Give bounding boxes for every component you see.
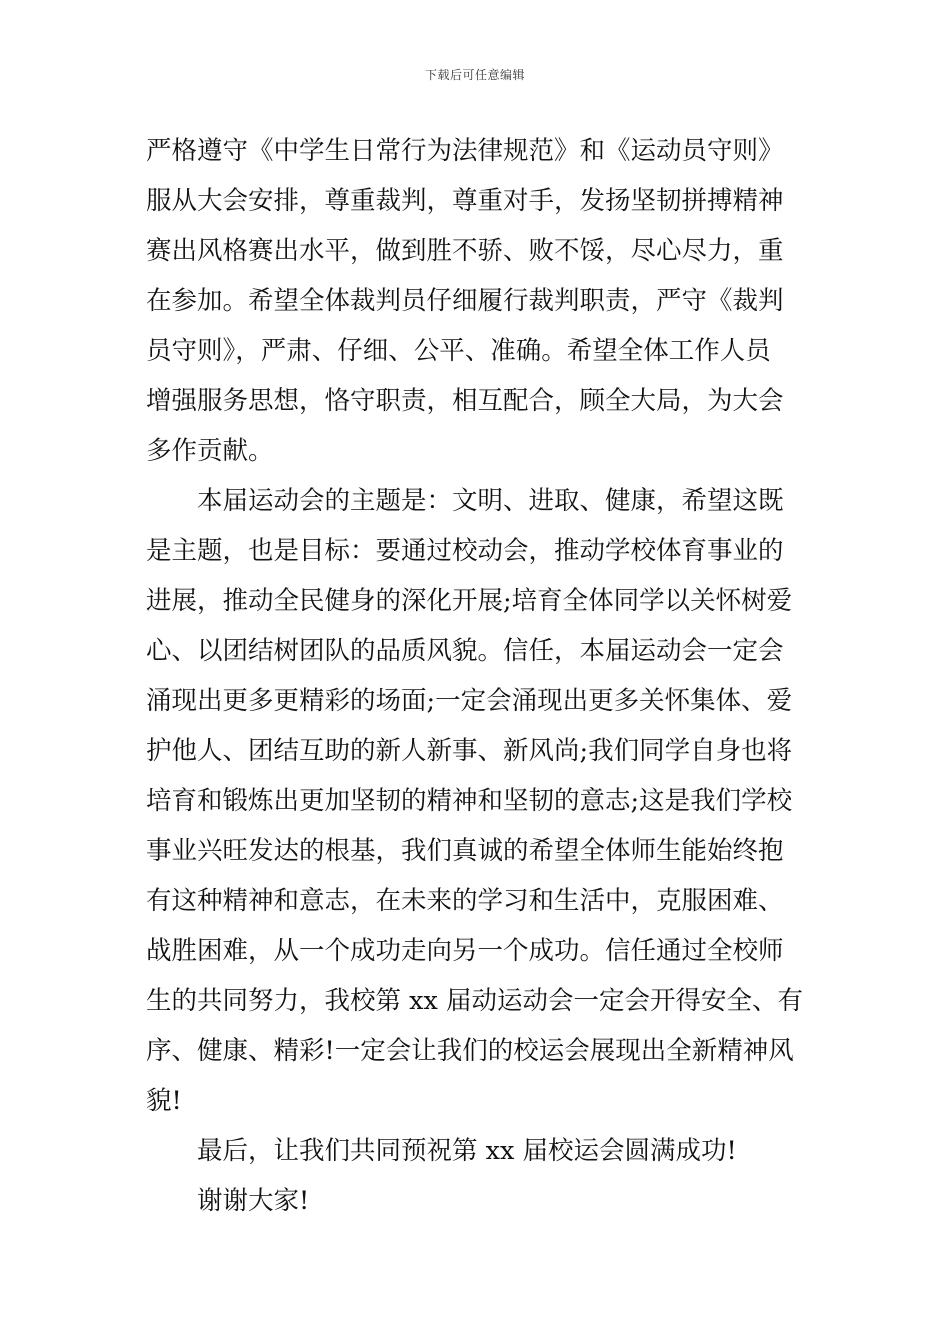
- text-line: 事业兴旺发达的根基，我们真诚的希望全体师生能始终抱: [146, 836, 784, 866]
- text-line: 生的共同努力，我校第 xx 届动运动会一定会开得安全、有: [146, 986, 803, 1016]
- text-line: 护他人、团结互助的新人新事、新风尚;我们同学自身也将: [146, 736, 793, 766]
- text-line: 员守则》，严肃、仔细、公平、准确。希望全体工作人员: [146, 336, 771, 366]
- text-line: 战胜困难，从一个成功走向另一个成功。信任通过全校师: [146, 936, 784, 966]
- document-body: [146, 126, 810, 1226]
- closing-line: 谢谢大家!: [197, 1186, 310, 1216]
- text-line: 培育和锻炼出更加坚韧的精神和坚韧的意志;这是我们学校: [146, 786, 793, 816]
- paragraph-start-line: 最后，让我们共同预祝第 xx 届校运会圆满成功!: [197, 1136, 737, 1166]
- text-line: 心、以团结树团队的品质风貌。信任，本届运动会一定会: [146, 636, 784, 666]
- text-line: 服从大会安排，尊重裁判，尊重对手，发扬坚韧拼搏精神: [146, 186, 784, 216]
- text-line: 有这种精神和意志，在未来的学习和生活中，克服困难、: [146, 886, 784, 916]
- text-line: 进展，推动全民健身的深化开展;培育全体同学以关怀树爱: [146, 586, 793, 616]
- text-line: 序、健康、精彩!一定会让我们的校运会展现出全新精神风: [146, 1036, 794, 1066]
- text-line: 貌!: [146, 1086, 182, 1116]
- text-line: 增强服务思想，恪守职责，相互配合，顾全大局，为大会: [146, 386, 784, 416]
- header-note: 下载后可任意编辑: [424, 68, 525, 82]
- text-line: 严格遵守《中学生日常行为法律规范》和《运动员守则》: [146, 136, 784, 166]
- text-line: 赛出风格赛出水平，做到胜不骄、败不馁，尽心尽力，重: [146, 236, 784, 266]
- paragraph-start-line: 本届运动会的主题是：文明、进取、健康，希望这既: [197, 486, 784, 516]
- text-line: 多作贡献。: [146, 436, 274, 466]
- text-line: 是主题，也是目标：要通过校动会，推动学校体育事业的: [146, 536, 784, 566]
- text-line: 涌现出更多更精彩的场面;一定会涌现出更多关怀集体、爱: [146, 686, 793, 716]
- text-line: 在参加。希望全体裁判员仔细履行裁判职责，严守《裁判: [146, 286, 784, 316]
